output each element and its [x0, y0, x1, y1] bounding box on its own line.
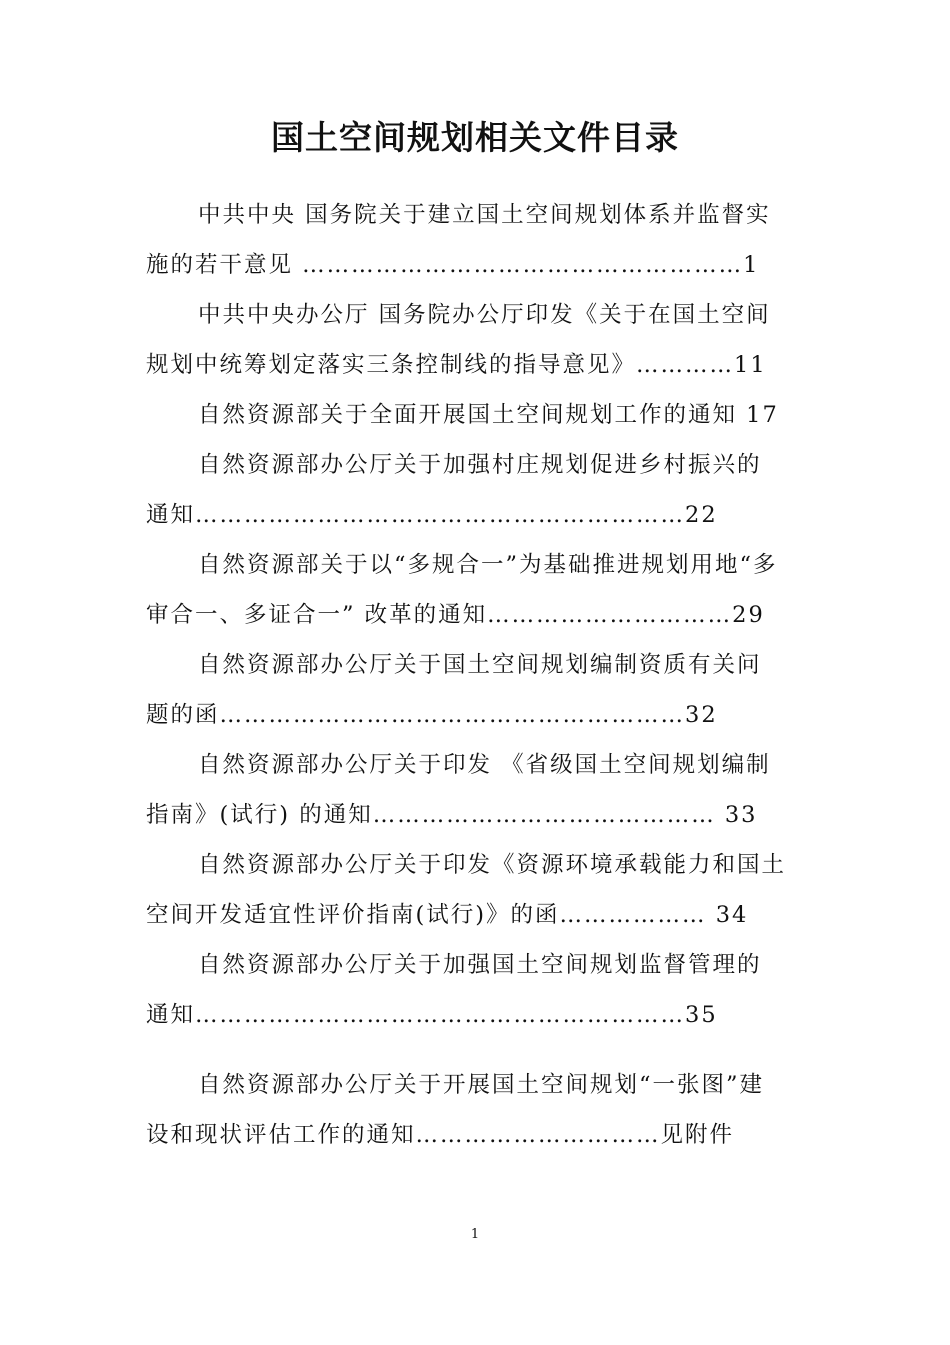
toc-entry-line: 空间开发适宜性评价指南(试行)》的函……………… 34	[146, 902, 749, 928]
toc-entry-line: 通知……………………………………………………22	[146, 502, 718, 528]
toc-entry-line: 施的若干意见 ………………………………………………1	[146, 252, 760, 278]
toc-entry-line: 中共中央办公厅 国务院办公厅印发《关于在国土空间	[198, 302, 771, 328]
toc-entry-line: 指南》(试行) 的通知…………………………………… 33	[146, 802, 758, 828]
toc-entry-line: 自然资源部办公厅关于印发《资源环境承载能力和国土	[198, 852, 787, 878]
toc-entry-8	[146, 840, 808, 940]
toc-entry-line: 题的函…………………………………………………32	[146, 702, 718, 728]
toc-entry-line: 规划中统筹划定落实三条控制线的指导意见》…………11	[146, 352, 767, 378]
toc-entry-line: 通知……………………………………………………35	[146, 1002, 718, 1028]
toc-entry-line: 中共中央 国务院关于建立国土空间规划体系并监督实	[198, 202, 771, 228]
toc-entry-3	[146, 390, 808, 440]
toc-entry-line: 自然资源部关于以“多规合一”为基础推进规划用地“多	[198, 552, 778, 578]
toc-entry-7	[146, 740, 808, 840]
document-title: 国土空间规划相关文件目录	[271, 118, 679, 157]
toc-entry-6	[146, 640, 808, 740]
toc-entry-line: 自然资源部关于全面开展国土空间规划工作的通知 17	[198, 402, 779, 428]
toc-entry-line: 审合一、多证合一” 改革的通知…………………………29	[146, 602, 765, 628]
toc-entry-line: 自然资源部办公厅关于国土空间规划编制资质有关问	[198, 652, 762, 678]
toc-entry-line: 自然资源部办公厅关于加强村庄规划促进乡村振兴的	[198, 452, 762, 478]
toc-entry-10	[146, 1060, 808, 1160]
toc-entry-5	[146, 540, 808, 640]
toc-entry-2	[146, 290, 808, 390]
toc-entry-line: 自然资源部办公厅关于加强国土空间规划监督管理的	[198, 952, 762, 978]
toc-entry-9	[146, 940, 808, 1040]
page-number: 1	[470, 1227, 480, 1242]
table-of-contents	[146, 190, 808, 1160]
toc-entry-4	[146, 440, 808, 540]
toc-entry-line: 自然资源部办公厅关于开展国土空间规划“一张图”建	[198, 1072, 765, 1098]
toc-entry-line: 设和现状评估工作的通知…………………………见附件	[146, 1122, 735, 1148]
toc-entry-line: 自然资源部办公厅关于印发 《省级国土空间规划编制	[198, 752, 771, 778]
toc-entry-1	[146, 190, 808, 290]
